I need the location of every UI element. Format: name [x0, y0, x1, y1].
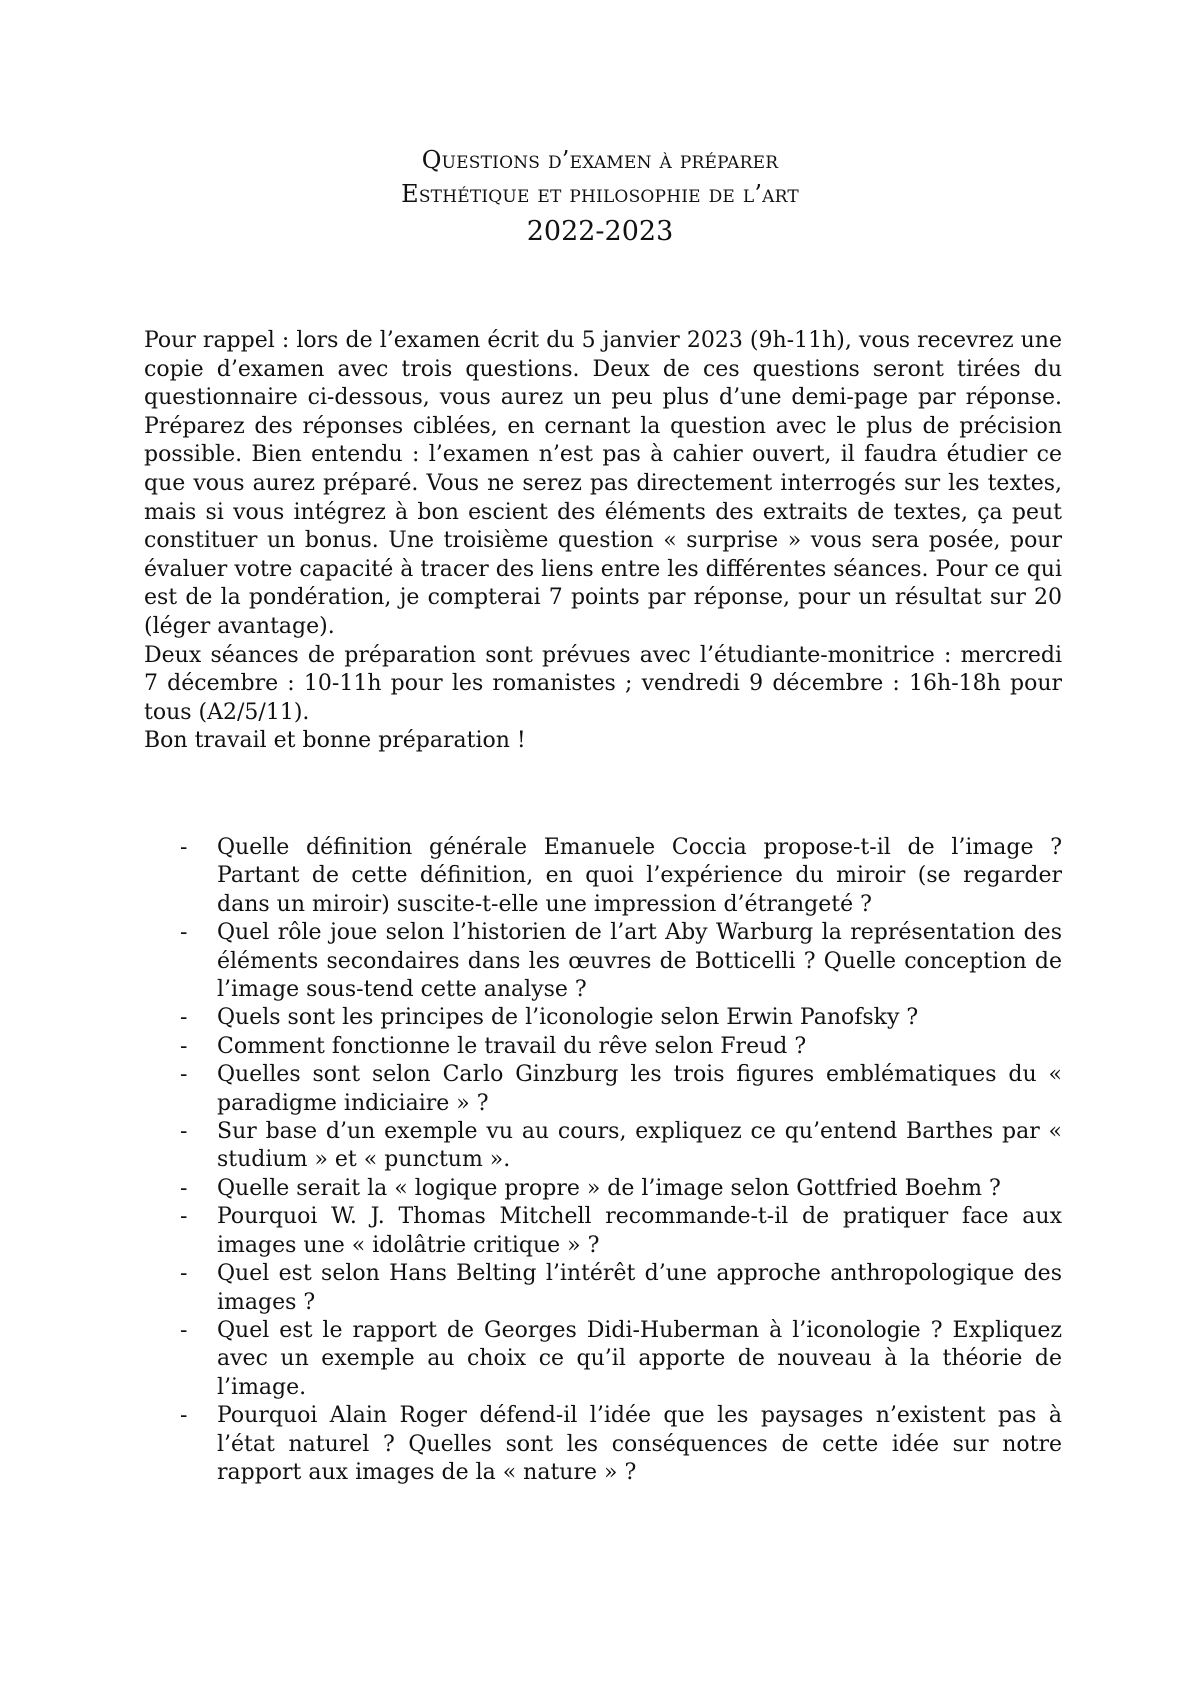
bullet-dash: - — [180, 1403, 188, 1429]
question-item — [180, 1175, 1062, 1203]
question-item — [180, 919, 1062, 1004]
academic-year: 2022-2023 — [526, 216, 674, 247]
question-item — [180, 834, 1062, 919]
question-item — [180, 1061, 1062, 1118]
bullet-dash: - — [180, 1175, 188, 1201]
question-text: Quel rôle joue selon l’historien de l’art Aby Warburg la représentation des éléments secondaires dans les œuvres de Botticelli ? Quelle conception de l’image sous-tend cette analyse ? — [217, 920, 1062, 1003]
intro-paragraph-sessions: Deux séances de préparation sont prévues avec l’étudiante-monitrice : mercredi 7 décembre : 10-11h pour les romanistes ; vendredi 9 décembre : 16h-18h pour tous (A2/5/11). — [144, 642, 1062, 725]
question-item — [180, 1118, 1062, 1175]
question-text: Quelle définition générale Emanuele Coccia propose-t-il de l’image ? Partant de cette définition, en quoi l’expérience du miroir (se regarder dans un miroir) suscite-t-elle une impression d’étrangeté ? — [217, 835, 1062, 917]
question-text: Sur base d’un exemple vu au cours, expliquez ce qu’entend Barthes par « studium » et « punctum ». — [217, 1119, 1062, 1173]
document-header — [0, 143, 1200, 251]
intro-paragraph-reminder: Pour rappel : lors de l’examen écrit du 5 janvier 2023 (9h-11h), vous recevrez une copie d’examen avec trois questions. Deux de ces questions seront tirées du questionnaire ci-dessous, vous aurez un peu plus d’une demi-page par réponse. Préparez des réponses ciblées, en cernant la question avec le plus de précision possible. Bien entendu : l’examen n’est pas à cahier ouvert, il faudra étudier ce que vous aurez préparé. Vous ne serez pas directement interrogés sur les textes, mais si vous intégrez à bon escient des éléments des extraits de textes, ça peut constituer un bonus. Une troisième question « surprise » vous sera posée, pour évaluer votre capacité à tracer des liens entre les différentes séances. Pour ce qui est de la pondération, je compterai 7 points par réponse, pour un résultat sur 20 (léger avantage). — [144, 328, 1062, 639]
question-item — [180, 1004, 1062, 1032]
bullet-dash: - — [180, 1204, 188, 1230]
question-text: Pourquoi Alain Roger défend-il l’idée que les paysages n’existent pas à l’état naturel ? Quelles sont les conséquences de cette idée sur notre rapport aux images de la « nature » ? — [217, 1403, 1062, 1485]
bullet-dash: - — [180, 1062, 188, 1088]
bullet-dash: - — [180, 1317, 188, 1343]
bullet-dash: - — [180, 920, 188, 946]
bullet-dash: - — [180, 1033, 188, 1059]
bullet-dash: - — [180, 1005, 188, 1031]
bullet-dash: - — [180, 1261, 188, 1287]
question-text: Pourquoi W. J. Thomas Mitchell recommande-t-il de pratiquer face aux images une « idolâtrie critique » ? — [217, 1204, 1062, 1258]
question-item — [180, 1033, 1062, 1061]
course-title: Esthétique et philosophie de l’art — [401, 180, 799, 208]
document-title: Questions d’examen à préparer — [421, 146, 779, 174]
question-text: Quelles sont selon Carlo Ginzburg les trois figures emblématiques du « paradigme indiciaire » ? — [217, 1062, 1062, 1116]
bullet-dash: - — [180, 1119, 188, 1145]
intro-paragraph-closing: Bon travail et bonne préparation ! — [144, 728, 526, 754]
bullet-dash: - — [180, 835, 188, 860]
question-item — [180, 1402, 1062, 1487]
intro-section — [144, 327, 1062, 756]
question-item — [180, 1203, 1062, 1260]
question-item — [180, 1260, 1062, 1317]
question-text: Quels sont les principes de l’iconologie selon Erwin Panofsky ? — [217, 1005, 919, 1031]
question-text: Quel est le rapport de Georges Didi-Huberman à l’iconologie ? Expliquez avec un exemple au choix ce qu’il apporte de nouveau à la théorie de l’image. — [217, 1317, 1062, 1400]
question-text: Comment fonctionne le travail du rêve selon Freud ? — [217, 1033, 807, 1059]
question-text: Quelle serait la « logique propre » de l’image selon Gottfried Boehm ? — [217, 1175, 1001, 1201]
question-text: Quel est selon Hans Belting l’intérêt d’une approche anthropologique des images ? — [217, 1261, 1062, 1315]
question-item — [180, 1317, 1062, 1402]
questions-list — [180, 834, 1062, 1487]
